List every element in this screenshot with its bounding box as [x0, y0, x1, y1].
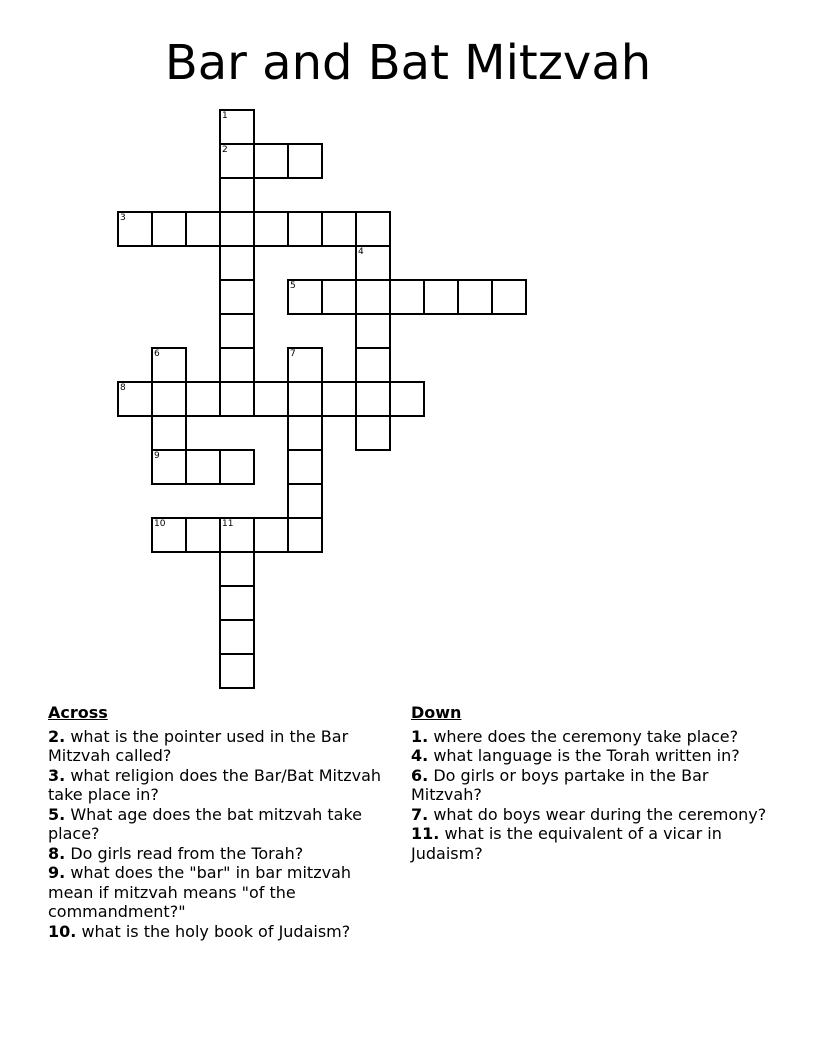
clue-across-2: 2. what is the pointer used in the Bar Mitzvah called? — [48, 726, 349, 765]
clue-number: 2 — [222, 145, 228, 155]
crossword-cell[interactable] — [287, 279, 323, 315]
crossword-cell[interactable] — [151, 517, 187, 553]
clue-number: 6 — [154, 349, 160, 359]
crossword-cell[interactable] — [457, 279, 493, 315]
crossword-cell[interactable] — [151, 449, 187, 485]
crossword-cell[interactable] — [219, 517, 255, 553]
clue-number: 7 — [290, 349, 296, 359]
clue-number: 9 — [154, 451, 160, 461]
clue-number: 3 — [120, 213, 126, 223]
crossword-cell[interactable] — [185, 517, 221, 553]
crossword-cell[interactable] — [355, 211, 391, 247]
crossword-cell[interactable] — [287, 211, 323, 247]
clue-down-4: 4. what language is the Torah written in? — [411, 746, 740, 765]
crossword-cell[interactable] — [287, 483, 323, 519]
down-clues — [411, 703, 771, 863]
clue-down-6: 6. Do girls or boys partake in the Bar Mitzvah? — [411, 765, 709, 804]
crossword-cell[interactable] — [389, 381, 425, 417]
clue-number: 10 — [154, 519, 166, 529]
crossword-cell[interactable] — [355, 245, 391, 281]
crossword-cell[interactable] — [321, 381, 357, 417]
down-heading: Down — [411, 703, 462, 722]
crossword-cell[interactable] — [287, 415, 323, 451]
crossword-cell[interactable] — [219, 143, 255, 179]
crossword-cell[interactable] — [491, 279, 527, 315]
clue-across-9: 9. what does the "bar" in bar mitzvah mean if mitzvah means "of the commandment?" — [48, 863, 352, 921]
crossword-cell[interactable] — [219, 551, 255, 587]
crossword-cell[interactable] — [219, 109, 255, 145]
crossword-cell[interactable] — [355, 381, 391, 417]
crossword-cell[interactable] — [287, 449, 323, 485]
puzzle-title: Bar and Bat Mitzvah — [164, 35, 652, 91]
crossword-cell[interactable] — [185, 211, 221, 247]
crossword-cell[interactable] — [253, 381, 289, 417]
crossword-cell[interactable] — [219, 211, 255, 247]
crossword-cell[interactable] — [219, 347, 255, 383]
crossword-cell[interactable] — [117, 211, 153, 247]
crossword-cell[interactable] — [219, 177, 255, 213]
crossword-cell[interactable] — [151, 415, 187, 451]
clue-number: 1 — [222, 111, 228, 121]
crossword-cell[interactable] — [321, 211, 357, 247]
crossword-cell[interactable] — [219, 449, 255, 485]
crossword-cell[interactable] — [321, 279, 357, 315]
crossword-cell[interactable] — [219, 245, 255, 281]
clue-number: 8 — [120, 383, 126, 393]
crossword-cell[interactable] — [185, 381, 221, 417]
crossword-cell[interactable] — [287, 517, 323, 553]
crossword-cell[interactable] — [287, 143, 323, 179]
crossword-cell[interactable] — [219, 653, 255, 689]
clue-down-1: 1. where does the ceremony take place? — [411, 726, 739, 746]
crossword-cell[interactable] — [151, 211, 187, 247]
clue-across-8: 8. Do girls read from the Torah? — [48, 843, 304, 863]
crossword-cell[interactable] — [355, 313, 391, 349]
crossword-cell[interactable] — [355, 347, 391, 383]
crossword-cell[interactable] — [219, 619, 255, 655]
crossword-cell[interactable] — [423, 279, 459, 315]
crossword-cell[interactable] — [287, 347, 323, 383]
clue-number: 5 — [290, 281, 296, 291]
crossword-cell[interactable] — [219, 585, 255, 621]
clue-number: 4 — [358, 247, 364, 257]
crossword-cell[interactable] — [185, 449, 221, 485]
crossword-cell[interactable] — [151, 381, 187, 417]
crossword-cell[interactable] — [151, 347, 187, 383]
clue-across-3: 3. what religion does the Bar/Bat Mitzvah take place in? — [48, 765, 382, 804]
crossword-cell[interactable] — [219, 313, 255, 349]
clue-number: 11 — [222, 519, 234, 529]
crossword-cell[interactable] — [389, 279, 425, 315]
across-heading: Across — [48, 703, 108, 722]
across-clues — [48, 703, 393, 941]
crossword-cell[interactable] — [287, 381, 323, 417]
clue-down-7: 7. what do boys wear during the ceremony? — [411, 804, 767, 824]
crossword-cell[interactable] — [219, 279, 255, 315]
crossword-cell[interactable] — [117, 381, 153, 417]
crossword-cell[interactable] — [355, 415, 391, 451]
crossword-cell[interactable] — [219, 381, 255, 417]
clue-across-5: 5. What age does the bat mitzvah take place? — [48, 804, 363, 843]
crossword-cell[interactable] — [253, 211, 289, 247]
crossword-cell[interactable] — [355, 279, 391, 315]
crossword-cell[interactable] — [253, 143, 289, 179]
crossword-cell[interactable] — [253, 517, 289, 553]
clue-down-11: 11. what is the equivalent of a vicar in Judaism? — [411, 824, 722, 863]
clue-across-10: 10. what is the holy book of Judaism? — [48, 921, 351, 941]
